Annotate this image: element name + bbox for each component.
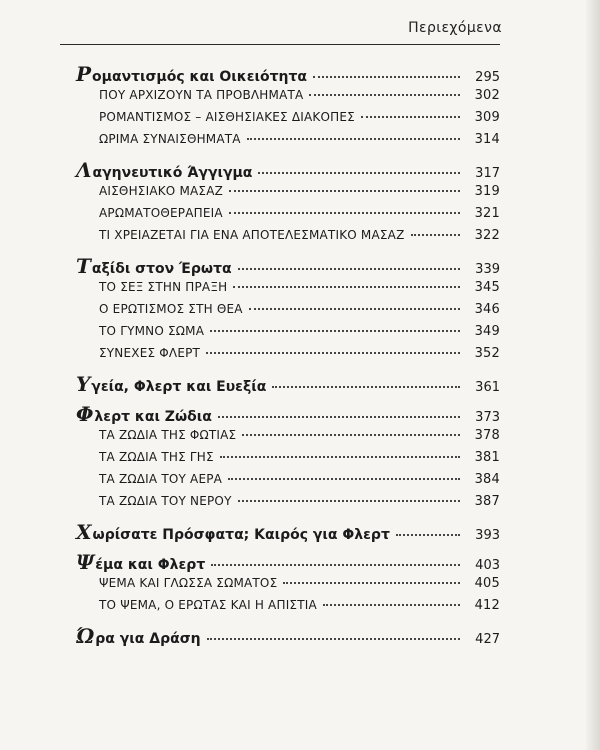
toc-subsection[interactable]: [76, 598, 500, 620]
subsection-title: ΩΡΙΜΑ ΣΥΝΑΙΣΘΗΜΑΤΑ: [99, 132, 241, 146]
subsection-page-number: 302: [474, 88, 500, 103]
dot-leader: [233, 286, 460, 288]
table-of-contents: [76, 64, 500, 656]
chapter-page-number: 339: [475, 262, 500, 277]
subsection-page-number: 378: [474, 428, 500, 443]
running-header: Περιεχόμενα: [408, 20, 502, 36]
toc-chapter[interactable]: [76, 160, 500, 184]
toc-subsection[interactable]: [76, 576, 500, 598]
subsection-title: ΤΑ ΖΩΔΙΑ ΤΟΥ ΑΕΡΑ: [99, 472, 223, 486]
dot-leader: [210, 330, 460, 332]
subsection-title: ΑΡΩΜΑΤΟΘΕΡΑΠΕΙΑ: [99, 206, 223, 220]
subsection-title: ΤΑ ΖΩΔΙΑ ΤΗΣ ΓΗΣ: [99, 450, 214, 464]
toc-subsection[interactable]: [76, 184, 500, 206]
subsection-title: ΤΟ ΓΥΜΝΟ ΣΩΜΑ: [99, 324, 205, 338]
chapter-title-text: έμα και Φλερτ: [95, 557, 206, 573]
subsection-title: ΤΟ ΨΕΜΑ, Ο ΕΡΩΤΑΣ ΚΑΙ Η ΑΠΙΣΤΙΑ: [99, 598, 317, 612]
toc-subsection[interactable]: [76, 346, 500, 368]
chapter-initial: Ώ: [76, 624, 95, 648]
dot-leader: [229, 190, 460, 192]
chapter-page-number: 295: [475, 70, 500, 85]
subsection-title: ΠΟΥ ΑΡΧΙΖΟΥΝ ΤΑ ΠΡΟΒΛΗΜΑΤΑ: [99, 88, 304, 102]
toc-subsection[interactable]: [76, 228, 500, 250]
dot-leader: [220, 456, 460, 458]
subsection-title: ΤΑ ΖΩΔΙΑ ΤΟΥ ΝΕΡΟΥ: [99, 494, 232, 508]
subsection-page-number: 349: [474, 324, 500, 339]
subsection-page-number: 314: [474, 132, 500, 147]
chapter-title-text: γεία, Φλερτ και Ευεξία: [91, 379, 267, 395]
chapter-title-text: ωρίσατε Πρόσφατα; Καιρός για Φλερτ: [92, 527, 390, 543]
toc-chapter[interactable]: [76, 64, 500, 88]
chapter-initial: Φ: [76, 402, 94, 426]
toc-chapter[interactable]: [76, 374, 500, 398]
subsection-page-number: 412: [474, 598, 500, 613]
chapter-title: [76, 552, 205, 573]
dot-leader: [229, 212, 460, 214]
subsection-title: ΡΟΜΑΝΤΙΣΜΟΣ – ΑΙΣΘΗΣΙΑΚΕΣ ΔΙΑΚΟΠΕΣ: [99, 110, 355, 124]
toc-subsection[interactable]: [76, 450, 500, 472]
subsection-page-number: 345: [474, 280, 500, 295]
subsection-title: ΤΑ ΖΩΔΙΑ ΤΗΣ ΦΩΤΙΑΣ: [99, 428, 237, 442]
dot-leader: [238, 500, 460, 502]
chapter-title: [76, 256, 232, 277]
toc-subsection[interactable]: [76, 324, 500, 346]
dot-leader: [249, 308, 460, 310]
subsection-page-number: 322: [474, 228, 500, 243]
subsection-title: ΣΥΝΕΧΕΣ ΦΛΕΡΤ: [99, 346, 201, 360]
dot-leader: [207, 638, 460, 640]
chapter-page-number: 373: [475, 410, 500, 425]
subsection-page-number: 387: [474, 494, 500, 509]
toc-subsection[interactable]: [76, 280, 500, 302]
dot-leader: [228, 478, 460, 480]
dot-leader: [411, 234, 461, 236]
chapter-initial: Ψ: [76, 550, 95, 574]
dot-leader: [206, 352, 460, 354]
chapter-initial: Τ: [76, 254, 91, 278]
toc-subsection[interactable]: [76, 428, 500, 450]
chapter-page-number: 361: [475, 380, 500, 395]
subsection-title: ΤΟ ΣΕΞ ΣΤΗΝ ΠΡΑΞΗ: [99, 280, 228, 294]
toc-subsection[interactable]: [76, 110, 500, 132]
chapter-title: [76, 522, 390, 543]
dot-leader: [313, 76, 460, 78]
chapter-title-text: λερτ και Ζώδια: [94, 409, 212, 425]
header-rule: [60, 44, 500, 45]
dot-leader: [283, 582, 460, 584]
dot-leader: [242, 434, 460, 436]
subsection-page-number: 321: [474, 206, 500, 221]
chapter-initial: Λ: [76, 158, 92, 182]
subsection-page-number: 384: [474, 472, 500, 487]
dot-leader: [218, 416, 460, 418]
chapter-page-number: 317: [475, 166, 500, 181]
chapter-title-text: αγηνευτικό Άγγιγμα: [92, 165, 253, 181]
toc-chapter[interactable]: [76, 256, 500, 280]
chapter-initial: Υ: [76, 372, 91, 396]
chapter-title: [76, 374, 266, 395]
subsection-page-number: 381: [474, 450, 500, 465]
subsection-page-number: 352: [474, 346, 500, 361]
subsection-page-number: 346: [474, 302, 500, 317]
subsection-title: ΑΙΣΘΗΣΙΑΚΟ ΜΑΣΑΖ: [99, 184, 224, 198]
chapter-page-number: 427: [475, 632, 500, 647]
chapter-page-number: 403: [475, 558, 500, 573]
dot-leader: [272, 386, 460, 388]
dot-leader: [211, 564, 460, 566]
toc-chapter[interactable]: [76, 626, 500, 650]
subsection-page-number: 405: [474, 576, 500, 591]
dot-leader: [258, 172, 460, 174]
subsection-title: ΨΕΜΑ ΚΑΙ ΓΛΩΣΣΑ ΣΩΜΑΤΟΣ: [99, 576, 278, 590]
chapter-initial: Χ: [76, 520, 92, 544]
dot-leader: [238, 268, 460, 270]
dot-leader: [396, 534, 460, 536]
toc-chapter[interactable]: [76, 404, 500, 428]
dot-leader: [247, 138, 460, 140]
page-edge-shadow: [586, 0, 600, 750]
toc-subsection[interactable]: [76, 302, 500, 324]
dot-leader: [309, 94, 460, 96]
toc-subsection[interactable]: [76, 88, 500, 110]
chapter-title-text: ρα για Δράση: [95, 631, 201, 647]
toc-subsection[interactable]: [76, 472, 500, 494]
dot-leader: [361, 116, 460, 118]
chapter-title: [76, 404, 212, 425]
toc-subsection[interactable]: [76, 206, 500, 228]
section-spacer: [76, 650, 500, 656]
dot-leader: [323, 604, 460, 606]
chapter-title-text: ομαντισμός και Οικειότητα: [92, 69, 308, 85]
chapter-title-text: αξίδι στον Έρωτα: [91, 261, 232, 277]
chapter-page-number: 393: [475, 528, 500, 543]
subsection-title: Ο ΕΡΩΤΙΣΜΟΣ ΣΤΗ ΘΕΑ: [99, 302, 243, 316]
chapter-title: [76, 626, 201, 647]
subsection-page-number: 309: [474, 110, 500, 125]
toc-subsection[interactable]: [76, 494, 500, 516]
subsection-title: ΤΙ ΧΡΕΙΑΖΕΤΑΙ ΓΙΑ ΕΝΑ ΑΠΟΤΕΛΕΣΜΑΤΙΚΟ ΜΑΣΑΖ: [99, 228, 405, 242]
chapter-initial: Ρ: [76, 62, 92, 86]
subsection-page-number: 319: [474, 184, 500, 199]
toc-chapter[interactable]: [76, 552, 500, 576]
chapter-title: [76, 160, 252, 181]
chapter-title: [76, 64, 307, 85]
toc-subsection[interactable]: [76, 132, 500, 154]
toc-chapter[interactable]: [76, 522, 500, 546]
